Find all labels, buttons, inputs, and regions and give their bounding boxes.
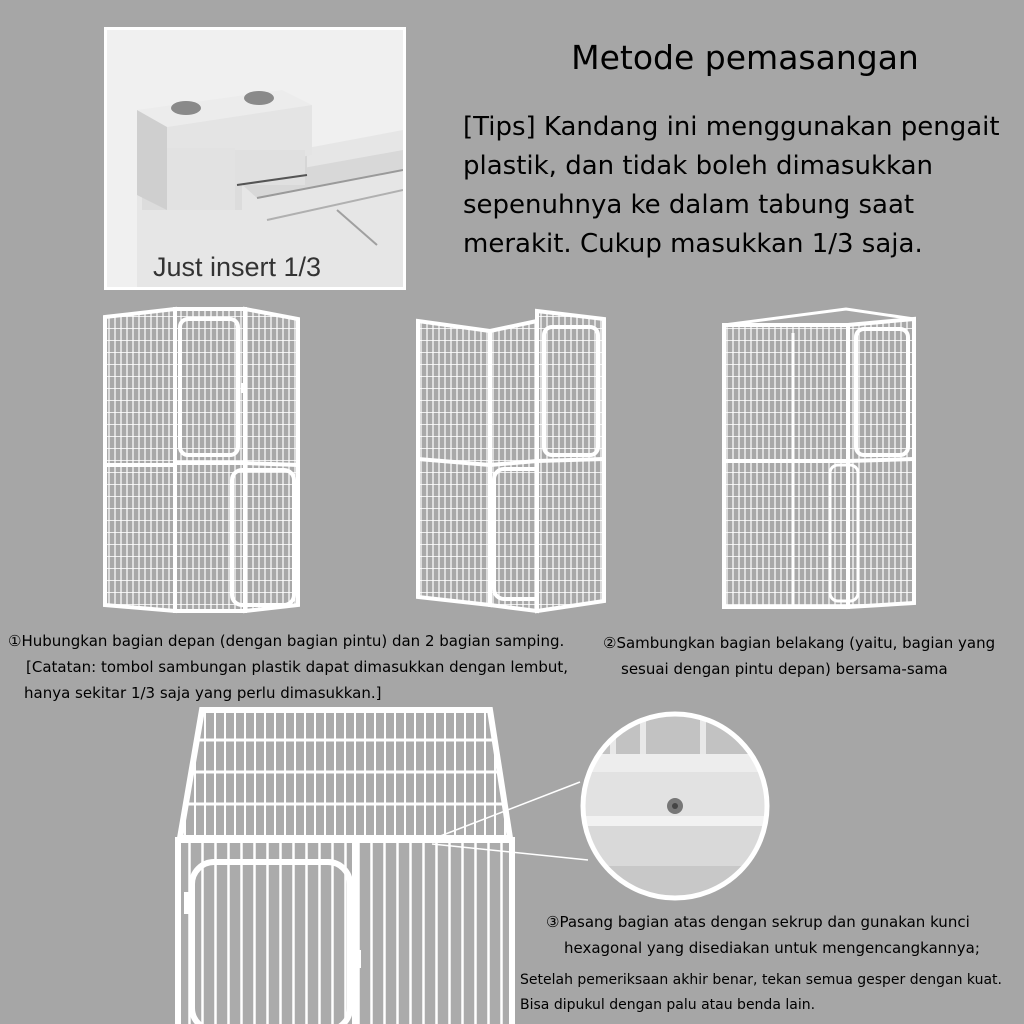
magnifier-leader-lines	[420, 780, 600, 870]
step1-line1: Hubungkan bagian depan (dengan bagian pintu) dan 2 bagian samping.	[21, 632, 565, 650]
screw-detail-magnifier	[570, 706, 780, 906]
final-note-line2: Bisa dipukul dengan palu atau benda lain.	[520, 997, 816, 1013]
step1-caption	[8, 628, 598, 706]
step3-line2: hexagonal yang disediakan untuk mengencangkannya;	[564, 939, 980, 957]
step2-caption	[603, 630, 1023, 682]
plastic-connector-illustration	[107, 30, 403, 287]
step1-line3: hanya sekitar 1/3 saja yang perlu dimasukkan.]	[24, 684, 382, 702]
step2-assembled-cage-illustration	[718, 305, 918, 617]
step1-cage-illustration	[100, 305, 305, 617]
step2-cage-illustration	[412, 305, 612, 617]
step3-marker: ③	[546, 913, 560, 931]
step2-line1: Sambungkan bagian belakang (yaitu, bagian yang	[616, 634, 996, 652]
step3-line1: Pasang bagian atas dengan sekrup dan gunakan kunci	[559, 913, 970, 931]
inset-label: Just insert 1/3	[153, 252, 322, 282]
final-note-line1: Setelah pemeriksaan akhir benar, tekan semua gesper dengan kuat.	[520, 972, 1002, 988]
page-title: Metode pemasangan	[571, 38, 919, 77]
connector-inset-photo	[104, 27, 406, 290]
tips-text: [Tips] Kandang ini menggunakan pengait plastik, dan tidak boleh dimasukkan sepenuhnya ke dalam tabung saat merakit. Cukup masukkan 1/3 saja.	[463, 112, 1000, 259]
final-note	[520, 968, 1020, 1018]
step2-line2: sesuai dengan pintu depan) bersama-sama	[621, 660, 948, 678]
step2-marker: ②	[603, 634, 617, 652]
step1-line2: [Catatan: tombol sambungan plastik dapat dimasukkan dengan lembut,	[26, 658, 569, 676]
step1-marker: ①	[8, 632, 22, 650]
step3-caption	[546, 909, 1016, 961]
